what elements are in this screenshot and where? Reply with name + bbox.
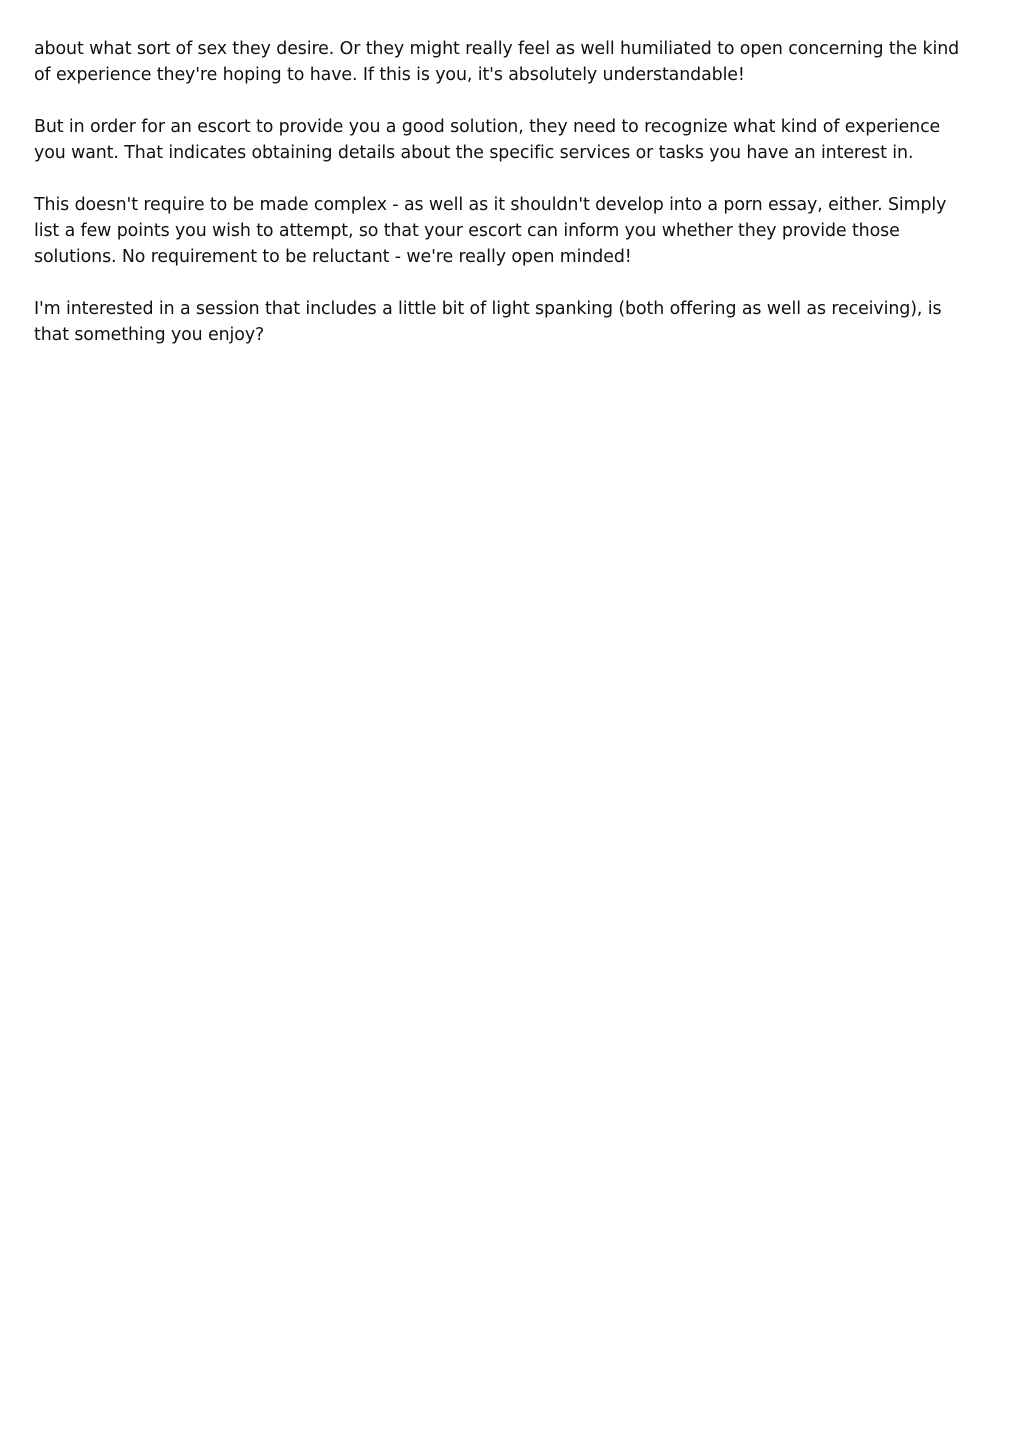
paragraph-1: about what sort of sex they desire. Or they might really feel as well humiliated to open concerning the kind of experience they're hoping to have. If this is you, it's absolutely understandable!	[34, 39, 960, 85]
paragraph-4: I'm interested in a session that includes a little bit of light spanking (both offering as well as receiving), is that something you enjoy?	[34, 299, 942, 345]
document-body	[34, 36, 964, 374]
paragraph-3: This doesn't require to be made complex - as well as it shouldn't develop into a porn essay, either. Simply list a few points you wish to attempt, so that your escort can inform you whether they provide those solutions. No requirement to be reluctant - we're really open minded!	[34, 195, 947, 267]
paragraph-2: But in order for an escort to provide you a good solution, they need to recognize what kind of experience you want. That indicates obtaining details about the specific services or tasks you have an interest in.	[34, 117, 941, 163]
